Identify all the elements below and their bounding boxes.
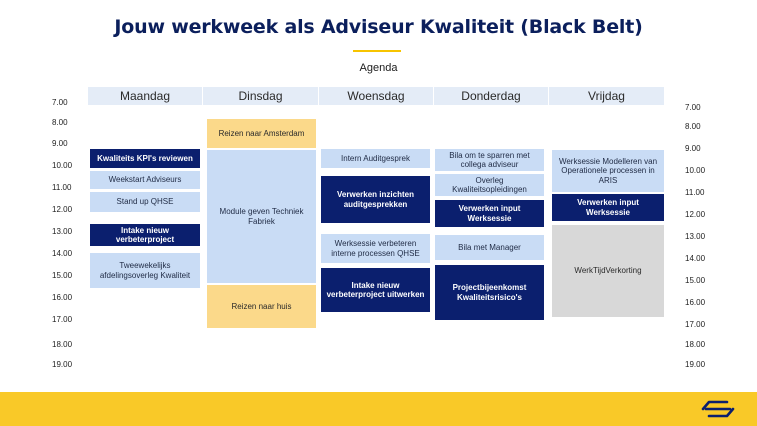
event-reizen-huis[interactable]: Reizen naar huis [207,285,316,328]
time-label-left: 19.00 [52,360,73,369]
time-label-left: 16.00 [52,293,73,302]
time-label-right: 14.00 [685,254,706,263]
event-weekstart[interactable]: Weekstart Adviseurs [90,171,200,189]
event-intern-auditgesprek[interactable]: Intern Auditgesprek [321,149,430,168]
time-label-right: 9.00 [685,144,701,153]
day-header-maandag: Maandag [88,87,203,105]
event-verwerken-inzichten[interactable]: Verwerken inzichten auditgesprekken [321,176,430,223]
agenda-subtitle: Agenda [359,62,398,74]
time-label-right: 10.00 [685,166,706,175]
time-label-left: 10.00 [52,161,73,170]
time-label-left: 11.00 [52,183,72,192]
event-verwerken-input-do[interactable]: Verwerken input Werksessie [435,200,544,227]
time-label-left: 18.00 [52,340,73,349]
event-intake-uitwerken[interactable]: Intake nieuw verbeterproject uitwerken [321,268,430,312]
event-verwerken-input-vr[interactable]: Verwerken input Werksessie [552,194,664,221]
page-title: Jouw werkweek als Adviseur Kwaliteit (Black Belt) [114,16,643,38]
event-kpi-review[interactable]: Kwaliteits KPI's reviewen [90,149,200,168]
time-label-right: 13.00 [685,232,706,241]
event-werksessie-qhse[interactable]: Werksessie verbeteren interne processen QHSE [321,234,430,263]
time-label-right: 16.00 [685,298,706,307]
time-label-right: 8.00 [685,122,701,131]
event-intake[interactable]: Intake nieuw verbeterproject [90,224,200,246]
event-projectbijeenkomst[interactable]: Projectbijeenkomst Kwaliteitsrisico's [435,265,544,320]
event-werksessie-aris[interactable]: Werksessie Modelleren van Operationele processen in ARIS [552,150,664,192]
event-werktijdverkorting[interactable]: WerkTijdVerkorting [552,225,664,317]
time-label-right: 11.00 [685,188,705,197]
time-label-right: 19.00 [685,360,706,369]
time-label-left: 8.00 [52,118,68,127]
day-header-woensdag: Woensdag [319,87,434,105]
ns-logo-icon [700,398,736,420]
event-module-techniek[interactable]: Module geven Techniek Fabriek [207,150,316,283]
time-label-right: 12.00 [685,210,706,219]
event-overleg-opleidingen[interactable]: Overleg Kwaliteitsopleidingen [435,174,544,196]
time-label-left: 14.00 [52,249,73,258]
time-label-left: 15.00 [52,271,73,280]
time-label-right: 15.00 [685,276,706,285]
time-label-left: 17.00 [52,315,73,324]
event-bila-manager[interactable]: Bila met Manager [435,235,544,260]
footer-bar [0,392,757,426]
day-header-vrijdag: Vrijdag [549,87,665,105]
title-underline [353,50,401,52]
day-header-dinsdag: Dinsdag [203,87,319,105]
event-standup[interactable]: Stand up QHSE [90,192,200,212]
time-label-left: 9.00 [52,139,68,148]
event-bila-collega[interactable]: Bila om te sparren met collega adviseur [435,149,544,171]
event-reizen-amsterdam[interactable]: Reizen naar Amsterdam [207,119,316,148]
event-afdelingsoverleg[interactable]: Tweewekelijks afdelingsoverleg Kwaliteit [90,253,200,288]
time-label-right: 18.00 [685,340,706,349]
time-label-left: 13.00 [52,227,73,236]
time-label-right: 17.00 [685,320,706,329]
time-label-left: 7.00 [52,98,68,107]
time-label-right: 7.00 [685,103,701,112]
day-header-donderdag: Donderdag [434,87,549,105]
time-label-left: 12.00 [52,205,73,214]
